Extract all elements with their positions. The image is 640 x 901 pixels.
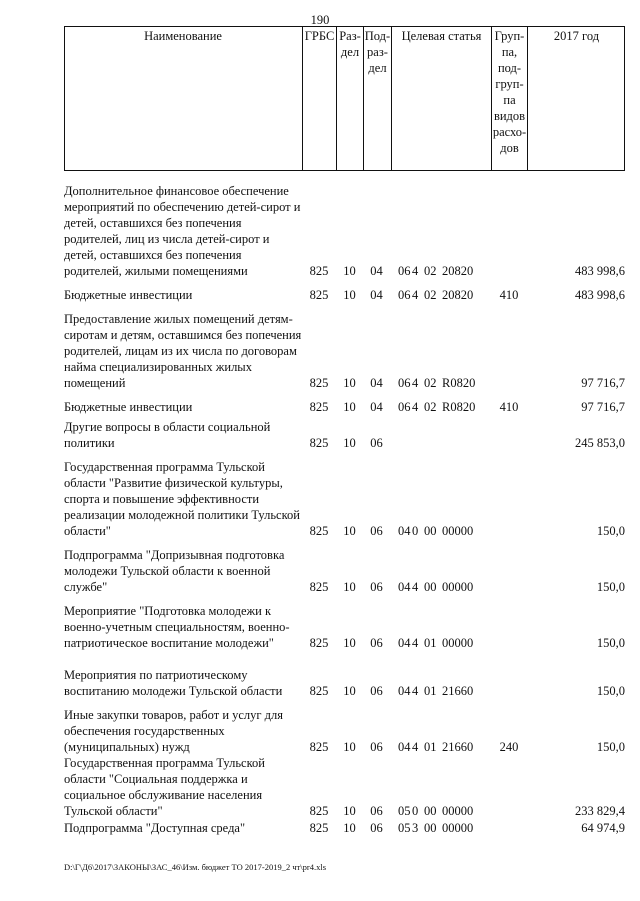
row-sum-2017: 483 998,6 bbox=[575, 288, 625, 302]
target-subprogram: 4 bbox=[412, 740, 419, 754]
target-direction: 20820 bbox=[442, 264, 474, 278]
row-sum-2017: 150,0 bbox=[596, 684, 625, 698]
row-name: Государственная программа Тульской области "Развитие физической культуры, спорта и повышение эффективности реализации молодежной политики Тульской области" bbox=[64, 460, 300, 538]
row-sum-2017: 150,0 bbox=[596, 524, 625, 538]
row-razdel: 10 bbox=[343, 740, 356, 754]
row-expense-group: 410 bbox=[499, 288, 519, 302]
target-event: 00 bbox=[424, 524, 437, 538]
table-row bbox=[64, 419, 625, 451]
target-program: 04 bbox=[398, 524, 411, 538]
row-podrazdel: 06 bbox=[370, 684, 383, 698]
target-program: 06 bbox=[398, 288, 411, 302]
row-grbs: 825 bbox=[309, 264, 329, 278]
target-subprogram: 4 bbox=[412, 580, 419, 594]
target-program: 06 bbox=[398, 376, 411, 390]
target-subprogram: 4 bbox=[412, 288, 419, 302]
header-name: Наименование bbox=[144, 29, 222, 43]
row-name: Иные закупки товаров, работ и услуг для обеспечения государственных (муниципальных) нужд bbox=[64, 708, 284, 754]
row-grbs: 825 bbox=[309, 636, 329, 650]
target-event: 02 bbox=[424, 288, 437, 302]
header-grbs: ГРБС bbox=[302, 26, 336, 171]
row-podrazdel: 06 bbox=[370, 524, 383, 538]
header-group: Груп- па, под- груп- па видов расхо- дов bbox=[491, 26, 527, 171]
row-grbs: 825 bbox=[309, 400, 329, 414]
row-razdel: 10 bbox=[343, 580, 356, 594]
row-sum-2017: 483 998,6 bbox=[575, 264, 625, 278]
table-row bbox=[64, 459, 625, 539]
row-name: Бюджетные инвестиции bbox=[64, 288, 193, 302]
target-event: 02 bbox=[424, 376, 437, 390]
row-grbs: 825 bbox=[309, 821, 329, 835]
row-razdel: 10 bbox=[343, 436, 356, 450]
row-sum-2017: 97 716,7 bbox=[581, 376, 625, 390]
row-grbs: 825 bbox=[309, 376, 329, 390]
target-direction: R0820 bbox=[442, 400, 476, 414]
target-program: 05 bbox=[398, 804, 411, 818]
row-sum-2017: 233 829,4 bbox=[575, 804, 625, 818]
row-grbs: 825 bbox=[309, 288, 329, 302]
target-event: 00 bbox=[424, 580, 437, 594]
table-row bbox=[64, 755, 625, 819]
file-path-footer: D:\Г\Д6\2017\ЗАКОНЫ\ЗАС_46\Изм. бюджет ТО 2017-2019_2 чт\pr4.xls bbox=[64, 862, 327, 872]
row-name: Другие вопросы в области социальной политики bbox=[64, 420, 271, 450]
row-target-article bbox=[398, 820, 548, 836]
header-year: 2017 год bbox=[527, 26, 625, 171]
target-direction: 21660 bbox=[442, 684, 474, 698]
row-grbs: 825 bbox=[309, 524, 329, 538]
table-header bbox=[64, 26, 625, 171]
row-podrazdel: 06 bbox=[370, 636, 383, 650]
row-grbs: 825 bbox=[309, 740, 329, 754]
row-podrazdel: 06 bbox=[370, 436, 383, 450]
row-sum-2017: 97 716,7 bbox=[581, 400, 625, 414]
row-podrazdel: 06 bbox=[370, 804, 383, 818]
row-target-article bbox=[398, 683, 548, 699]
target-program: 04 bbox=[398, 580, 411, 594]
row-target-article bbox=[398, 263, 548, 279]
row-target-article bbox=[398, 375, 548, 391]
row-name: Подпрограмма "Доступная среда" bbox=[64, 821, 246, 835]
table-row bbox=[64, 547, 625, 595]
target-program: 06 bbox=[398, 400, 411, 414]
target-direction: 20820 bbox=[442, 288, 474, 302]
page-number: 190 bbox=[310, 13, 330, 27]
row-sum-2017: 245 853,0 bbox=[575, 436, 625, 450]
row-name: Государственная программа Тульской области "Социальная поддержка и социальное обслуживание населения Тульской области" bbox=[64, 756, 265, 818]
row-razdel: 10 bbox=[343, 684, 356, 698]
row-podrazdel: 06 bbox=[370, 580, 383, 594]
target-subprogram: 4 bbox=[412, 636, 419, 650]
row-podrazdel: 04 bbox=[370, 288, 383, 302]
target-program: 04 bbox=[398, 740, 411, 754]
row-target-article bbox=[398, 803, 548, 819]
target-event: 00 bbox=[424, 804, 437, 818]
target-subprogram: 4 bbox=[412, 400, 419, 414]
row-grbs: 825 bbox=[309, 804, 329, 818]
target-subprogram: 4 bbox=[412, 684, 419, 698]
row-name: Подпрограмма "Допризывная подготовка молодежи Тульской области к военной службе" bbox=[64, 548, 285, 594]
target-subprogram: 0 bbox=[412, 804, 419, 818]
row-razdel: 10 bbox=[343, 804, 356, 818]
row-razdel: 10 bbox=[343, 636, 356, 650]
row-sum-2017: 150,0 bbox=[596, 636, 625, 650]
row-podrazdel: 06 bbox=[370, 740, 383, 754]
row-name: Мероприятие "Подготовка молодежи к военно-учетным специальностям, военно-патриотическое воспитание молодежи" bbox=[64, 604, 290, 650]
target-direction: R0820 bbox=[442, 376, 476, 390]
row-sum-2017: 64 974,9 bbox=[581, 821, 625, 835]
row-grbs: 825 bbox=[309, 436, 329, 450]
target-direction: 00000 bbox=[442, 821, 474, 835]
table-row bbox=[64, 603, 625, 651]
target-program: 04 bbox=[398, 636, 411, 650]
row-sum-2017: 150,0 bbox=[596, 580, 625, 594]
target-direction: 00000 bbox=[442, 804, 474, 818]
table-row bbox=[64, 399, 625, 415]
row-grbs: 825 bbox=[309, 580, 329, 594]
row-razdel: 10 bbox=[343, 400, 356, 414]
row-target-article bbox=[398, 635, 548, 651]
table-row bbox=[64, 287, 625, 303]
table-row bbox=[64, 183, 625, 279]
row-name: Мероприятия по патриотическому воспитанию молодежи Тульской области bbox=[64, 668, 283, 698]
target-subprogram: 4 bbox=[412, 376, 419, 390]
row-name: Бюджетные инвестиции bbox=[64, 400, 193, 414]
row-razdel: 10 bbox=[343, 288, 356, 302]
row-name: Предоставление жилых помещений детям-сиротам и детям, оставшимся без попечения родителей, лицам из их числа по договорам найма специализированных жилых помещений bbox=[64, 312, 302, 390]
target-program: 06 bbox=[398, 264, 411, 278]
row-target-article bbox=[398, 523, 548, 539]
row-target-article bbox=[398, 435, 548, 451]
row-podrazdel: 06 bbox=[370, 821, 383, 835]
header-razdel: Раз- дел bbox=[336, 26, 363, 171]
row-target-article bbox=[398, 579, 548, 595]
target-program: 05 bbox=[398, 821, 411, 835]
table-row bbox=[64, 707, 625, 755]
row-razdel: 10 bbox=[343, 821, 356, 835]
row-razdel: 10 bbox=[343, 264, 356, 278]
row-name: Дополнительное финансовое обеспечение мероприятий по обеспечению детей-сирот и детей, оставшихся без попечения родителей, лиц из числа детей-сирот и детей, оставшихся без попечения родителей, жилыми помещениями bbox=[64, 184, 301, 278]
target-direction: 21660 bbox=[442, 740, 474, 754]
target-event: 02 bbox=[424, 400, 437, 414]
row-razdel: 10 bbox=[343, 524, 356, 538]
target-event: 01 bbox=[424, 740, 437, 754]
target-event: 00 bbox=[424, 821, 437, 835]
row-expense-group: 240 bbox=[499, 740, 519, 754]
target-event: 01 bbox=[424, 684, 437, 698]
table-row bbox=[64, 820, 625, 836]
row-podrazdel: 04 bbox=[370, 264, 383, 278]
target-event: 01 bbox=[424, 636, 437, 650]
header-target: Целевая статья bbox=[391, 26, 491, 171]
table-row bbox=[64, 667, 625, 699]
target-direction: 00000 bbox=[442, 524, 474, 538]
target-subprogram: 3 bbox=[412, 821, 419, 835]
row-grbs: 825 bbox=[309, 684, 329, 698]
target-subprogram: 4 bbox=[412, 264, 419, 278]
target-program: 04 bbox=[398, 684, 411, 698]
row-razdel: 10 bbox=[343, 376, 356, 390]
target-subprogram: 0 bbox=[412, 524, 419, 538]
row-expense-group: 410 bbox=[499, 400, 519, 414]
row-podrazdel: 04 bbox=[370, 400, 383, 414]
table-row bbox=[64, 311, 625, 391]
target-direction: 00000 bbox=[442, 636, 474, 650]
row-sum-2017: 150,0 bbox=[596, 740, 625, 754]
row-podrazdel: 04 bbox=[370, 376, 383, 390]
header-podrazdel: Под- раз- дел bbox=[363, 26, 391, 171]
target-direction: 00000 bbox=[442, 580, 474, 594]
target-event: 02 bbox=[424, 264, 437, 278]
